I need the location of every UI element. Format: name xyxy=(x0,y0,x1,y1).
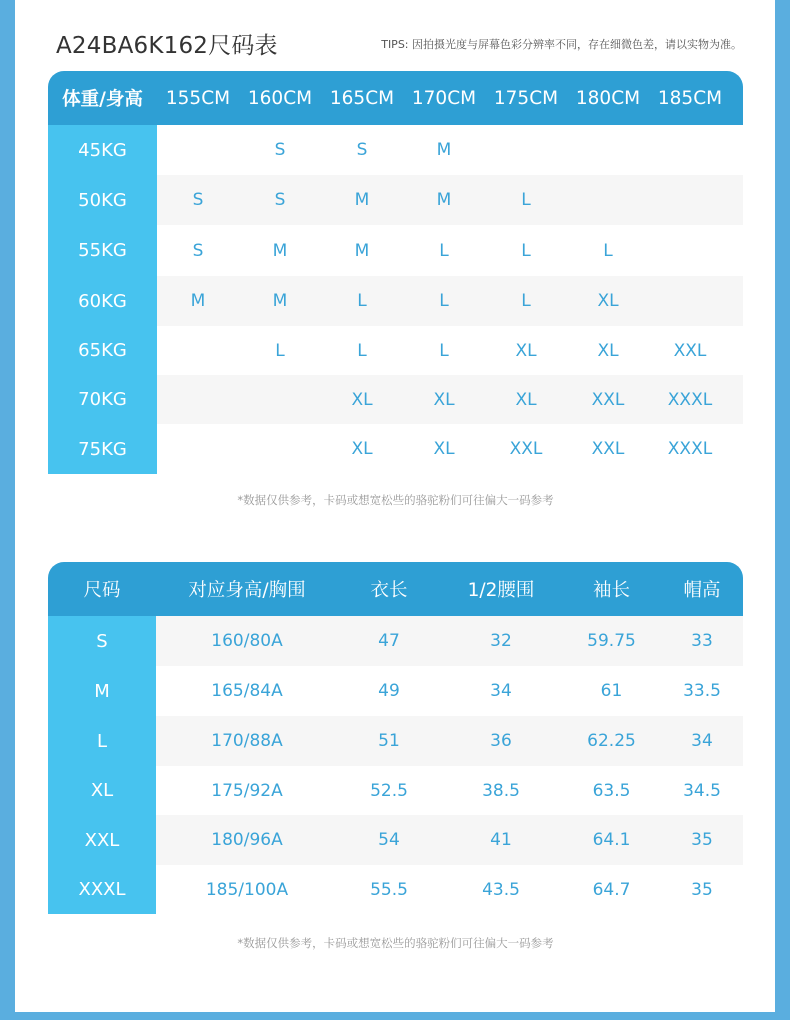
size-cell: S xyxy=(274,190,286,210)
weight-row xyxy=(48,175,743,225)
measurement-cell: 51 xyxy=(378,731,400,751)
weight-label: 70KG xyxy=(48,375,157,424)
weight-height-table xyxy=(48,71,743,474)
size-cell: M xyxy=(354,240,370,261)
size-cell: L xyxy=(357,340,367,361)
measurement-cell: 63.5 xyxy=(592,780,631,801)
height-header: 185CM xyxy=(657,87,723,109)
weight-label: 50KG xyxy=(48,175,157,225)
measurement-cell: 175/92A xyxy=(211,780,283,801)
corner-header: 体重/身高 xyxy=(62,89,143,110)
measurement-table-note: *数据仅供参考，卡码或想宽松些的骆驼粉们可往偏大一码参考 xyxy=(237,936,554,950)
height-header: 160CM xyxy=(247,87,313,109)
measurement-cell: 35 xyxy=(691,879,713,900)
measurement-cell: 170/88A xyxy=(211,731,283,751)
size-cell: L xyxy=(521,291,531,311)
size-cell: XL xyxy=(351,439,373,459)
measurement-cell: 185/100A xyxy=(205,879,289,900)
measurement-cell: 33 xyxy=(691,631,713,651)
measurement-cell: 38.5 xyxy=(482,780,520,801)
measurement-row xyxy=(48,666,743,716)
measurement-cell: 165/84A xyxy=(211,681,283,701)
weight-label: 60KG xyxy=(48,276,157,326)
height-header: 180CM xyxy=(575,87,641,109)
column-header: 衣长 xyxy=(370,580,408,601)
size-cell: XXXL xyxy=(667,389,713,410)
size-cell: XL xyxy=(515,389,537,410)
height-header: 165CM xyxy=(329,87,395,109)
column-header: 尺码 xyxy=(83,580,121,601)
weight-table-header xyxy=(48,71,743,125)
measurement-row xyxy=(48,616,743,666)
measurement-cell: 34.5 xyxy=(683,780,721,801)
weight-table-note: *数据仅供参考，卡码或想宽松些的骆驼粉们可往偏大一码参考 xyxy=(237,493,554,507)
measurement-row xyxy=(48,716,743,766)
weight-label: 75KG xyxy=(48,424,157,474)
size-cell: XL xyxy=(433,439,455,459)
measurement-cell: 49 xyxy=(378,681,400,701)
measurement-cell: 52.5 xyxy=(370,780,408,801)
measurement-row xyxy=(48,865,743,914)
weight-label: 65KG xyxy=(48,326,157,375)
height-header: 155CM xyxy=(165,87,231,109)
weight-row xyxy=(48,375,743,424)
measurement-table-header xyxy=(48,562,743,616)
size-cell: XXL xyxy=(673,340,707,361)
size-cell: M xyxy=(436,140,452,160)
size-cell: XXL xyxy=(591,389,625,410)
size-cell: XL xyxy=(515,340,537,361)
size-label: L xyxy=(48,716,156,766)
measurement-cell: 54 xyxy=(378,830,400,850)
size-cell: S xyxy=(356,140,368,160)
page-title: A24BA6K162尺码表 xyxy=(56,33,278,59)
measurement-cell: 34 xyxy=(490,681,512,701)
measurement-cell: 64.1 xyxy=(592,830,631,850)
size-label: XXXL xyxy=(48,865,156,914)
weight-row xyxy=(48,424,743,474)
weight-row xyxy=(48,225,743,276)
size-cell: XL xyxy=(433,389,455,410)
measurement-cell: 47 xyxy=(378,631,400,651)
size-cell: M xyxy=(272,291,288,311)
size-cell: M xyxy=(190,291,206,311)
weight-label: 55KG xyxy=(48,225,157,276)
size-cell: S xyxy=(192,190,204,210)
size-cell: L xyxy=(275,340,285,361)
measurement-cell: 61 xyxy=(600,681,623,701)
size-cell: M xyxy=(272,240,288,261)
size-cell: S xyxy=(192,240,204,261)
measurement-cell: 59.75 xyxy=(587,631,636,651)
size-cell: XL xyxy=(351,389,373,410)
size-cell: L xyxy=(603,240,613,261)
height-header: 175CM xyxy=(493,87,559,109)
size-cell: L xyxy=(439,240,449,261)
measurement-cell: 160/80A xyxy=(211,631,283,651)
measurement-cell: 64.7 xyxy=(592,879,631,900)
size-cell: M xyxy=(436,190,452,210)
size-cell: S xyxy=(274,140,286,160)
measurement-table xyxy=(48,562,743,914)
size-cell: XXL xyxy=(509,439,543,459)
size-cell: L xyxy=(439,291,449,311)
size-cell: L xyxy=(439,340,449,361)
measurement-cell: 62.25 xyxy=(587,731,636,751)
measurement-row xyxy=(48,815,743,865)
size-label: XL xyxy=(48,766,156,815)
size-cell: XL xyxy=(597,291,619,311)
column-header: 帽高 xyxy=(683,580,721,601)
size-label: S xyxy=(48,616,156,666)
measurement-cell: 41 xyxy=(490,830,512,850)
weight-row xyxy=(48,125,743,175)
weight-row xyxy=(48,276,743,326)
column-header: 袖长 xyxy=(592,580,630,601)
size-label: M xyxy=(48,666,156,716)
tips-text: TIPS: 因拍摄光度与屏幕色彩分辨率不同，存在细微色差，请以实物为准。 xyxy=(381,38,742,51)
size-cell: XXL xyxy=(591,439,625,459)
measurement-cell: 32 xyxy=(490,631,512,651)
size-cell: L xyxy=(521,190,531,210)
measurement-cell: 33.5 xyxy=(683,681,721,701)
measurement-cell: 43.5 xyxy=(482,879,520,900)
measurement-cell: 34 xyxy=(691,731,713,751)
measurement-cell: 55.5 xyxy=(370,879,408,900)
weight-row xyxy=(48,326,743,375)
size-cell: XXXL xyxy=(667,439,713,459)
height-header: 170CM xyxy=(411,87,477,109)
column-header: 对应身高/胸围 xyxy=(188,580,306,601)
size-cell: M xyxy=(354,190,370,210)
measurement-row xyxy=(48,766,743,815)
measurement-cell: 180/96A xyxy=(211,830,283,850)
size-cell: XL xyxy=(597,340,619,361)
measurement-cell: 35 xyxy=(691,830,713,850)
size-cell: L xyxy=(357,291,367,311)
column-header: 1/2腰围 xyxy=(467,580,535,601)
measurement-cell: 36 xyxy=(490,731,512,751)
weight-label: 45KG xyxy=(48,125,157,175)
size-cell: L xyxy=(521,240,531,261)
size-label: XXL xyxy=(48,815,156,865)
